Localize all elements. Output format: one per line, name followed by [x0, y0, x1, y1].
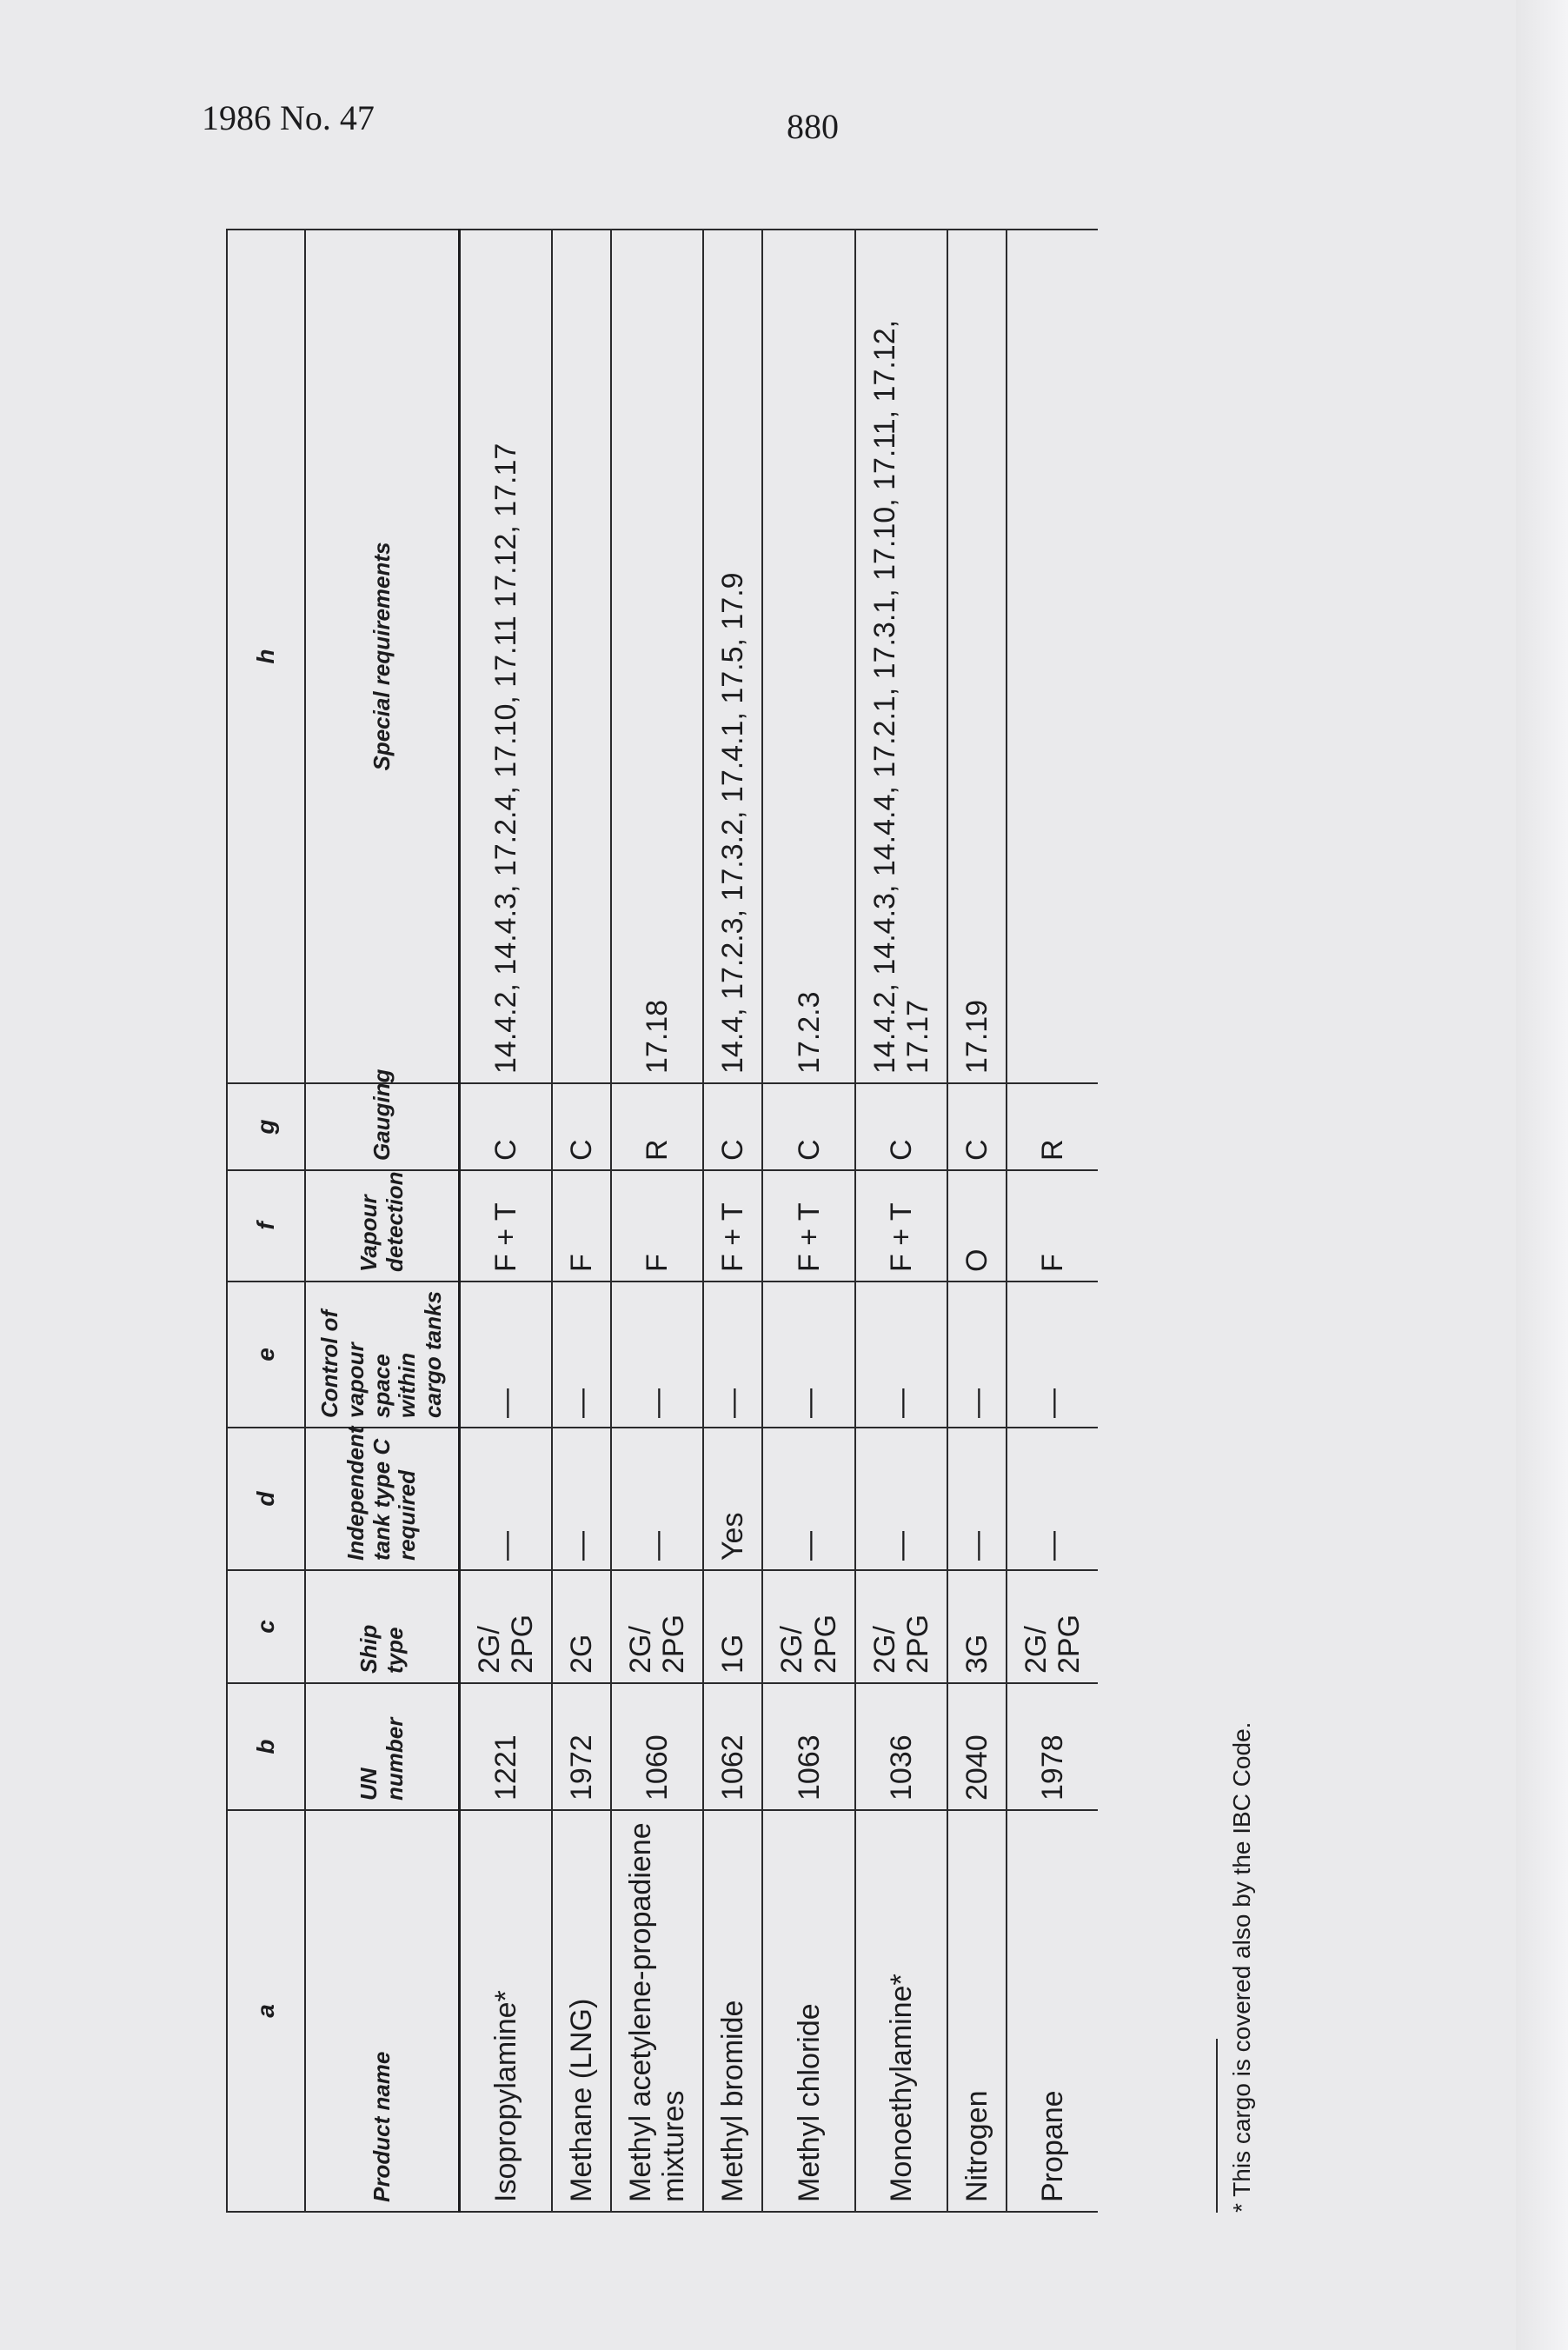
cell-gauging: R [1007, 1083, 1098, 1170]
cell-special-requirements: 17.19 [947, 230, 1007, 1083]
cell-tank-type-c: — [460, 1428, 553, 1570]
cell-gauging: C [552, 1083, 611, 1170]
cell-ship-type: 2G/ 2PG [855, 1570, 947, 1683]
cell-special-requirements: 17.18 [611, 230, 703, 1083]
cell-un-number: 2040 [947, 1683, 1007, 1810]
cell-product: Methyl chloride [762, 1810, 854, 2212]
cell-gauging: R [611, 1083, 703, 1170]
cell-un-number: 1036 [855, 1683, 947, 1810]
cell-vapour-control: — [1007, 1282, 1098, 1428]
cell-special-requirements [552, 230, 611, 1083]
cell-product: Nitrogen [947, 1810, 1007, 2212]
cell-gauging: C [460, 1083, 553, 1170]
cell-vapour-detection: F [1007, 1170, 1098, 1282]
cell-product: Isopropylamine* [460, 1810, 553, 2212]
page-number: 880 [787, 107, 839, 146]
page-edge-shadow [1516, 0, 1568, 2350]
cell-vapour-control: — [703, 1282, 762, 1428]
rotated-table-region [169, 222, 1286, 2213]
cell-product: Propane [1007, 1810, 1098, 2212]
col-letter-f: f [227, 1170, 305, 1282]
cell-gauging: C [855, 1083, 947, 1170]
cell-special-requirements: 17.2.3 [762, 230, 854, 1083]
col-letter-e: e [227, 1282, 305, 1428]
table-row [611, 230, 703, 2212]
cell-ship-type: 2G/ 2PG [460, 1570, 553, 1683]
cell-tank-type-c: Yes [703, 1428, 762, 1570]
header-product-name: Product name [305, 1810, 460, 2212]
col-letter-g: g [227, 1083, 305, 1170]
cell-un-number: 1972 [552, 1683, 611, 1810]
cell-tank-type-c: — [611, 1428, 703, 1570]
cell-special-requirements: 14.4.2, 14.4.3, 14.4.4, 17.2.1, 17.3.1, 17.10, 17.11, 17.12, 17.17 [855, 230, 947, 1083]
cell-gauging: C [947, 1083, 1007, 1170]
cargo-requirements-table [226, 229, 1098, 2213]
header-ship-type: Ship type [305, 1570, 460, 1683]
cell-un-number: 1060 [611, 1683, 703, 1810]
cell-ship-type: 2G/ 2PG [762, 1570, 854, 1683]
cell-product: Methane (LNG) [552, 1810, 611, 2212]
cell-ship-type: 2G/ 2PG [1007, 1570, 1098, 1683]
column-letter-row [227, 230, 305, 2212]
col-letter-c: c [227, 1570, 305, 1683]
table-row [855, 230, 947, 2212]
cell-product: Methyl bromide [703, 1810, 762, 2212]
cell-product: Methyl acetylene-propadiene mixtures [611, 1810, 703, 2212]
header-un-number: UN number [305, 1683, 460, 1810]
table-row [552, 230, 611, 2212]
cell-vapour-detection: F + T [762, 1170, 854, 1282]
cell-ship-type: 1G [703, 1570, 762, 1683]
cell-vapour-detection: F + T [703, 1170, 762, 1282]
cell-special-requirements: 14.4.2, 14.4.3, 17.2.4, 17.10, 17.11 17.12, 17.17 [460, 230, 553, 1083]
table-row [460, 230, 553, 2212]
cell-un-number: 1063 [762, 1683, 854, 1810]
cell-tank-type-c: — [1007, 1428, 1098, 1570]
cell-vapour-detection: F [611, 1170, 703, 1282]
table-row [762, 230, 854, 2212]
cell-gauging: C [703, 1083, 762, 1170]
table-row [1007, 230, 1098, 2212]
cell-vapour-control: — [855, 1282, 947, 1428]
cell-vapour-detection: F + T [855, 1170, 947, 1282]
column-header-row [305, 230, 460, 2212]
cell-vapour-control: — [611, 1282, 703, 1428]
col-letter-d: d [227, 1428, 305, 1570]
table-row [947, 230, 1007, 2212]
cell-special-requirements [1007, 230, 1098, 1083]
header-gauging: Gauging [305, 1083, 460, 1170]
cell-ship-type: 2G/ 2PG [611, 1570, 703, 1683]
col-letter-b: b [227, 1683, 305, 1810]
cell-vapour-control: — [460, 1282, 553, 1428]
header-vapour-control: Control of vapour space within cargo tanks [305, 1282, 460, 1428]
cell-ship-type: 2G [552, 1570, 611, 1683]
footnote: * This cargo is covered also by the IBC Code. [1228, 1721, 1255, 2213]
document-reference: 1986 No. 47 [202, 98, 375, 137]
footnote-area [1213, 909, 1282, 2213]
header-special-requirements: Special requirements [305, 230, 460, 1083]
cell-tank-type-c: — [855, 1428, 947, 1570]
cell-vapour-control: — [762, 1282, 854, 1428]
cell-gauging: C [762, 1083, 854, 1170]
cell-tank-type-c: — [552, 1428, 611, 1570]
header-vapour-detection: Vapour detection [305, 1170, 460, 1282]
table-row [703, 230, 762, 2212]
header-tank-type-c: Independent tank type C required [305, 1428, 460, 1570]
cell-vapour-detection: F + T [460, 1170, 553, 1282]
col-letter-h: h [227, 230, 305, 1083]
cell-vapour-detection: O [947, 1170, 1007, 1282]
footnote-rule [1216, 2039, 1218, 2213]
cell-vapour-control: — [552, 1282, 611, 1428]
cell-un-number: 1978 [1007, 1683, 1098, 1810]
cell-un-number: 1221 [460, 1683, 553, 1810]
cell-special-requirements: 14.4, 17.2.3, 17.3.2, 17.4.1, 17.5, 17.9 [703, 230, 762, 1083]
cell-vapour-control: — [947, 1282, 1007, 1428]
cell-ship-type: 3G [947, 1570, 1007, 1683]
cell-vapour-detection: F [552, 1170, 611, 1282]
cell-tank-type-c: — [762, 1428, 854, 1570]
cell-tank-type-c: — [947, 1428, 1007, 1570]
cell-un-number: 1062 [703, 1683, 762, 1810]
cell-product: Monoethylamine* [855, 1810, 947, 2212]
col-letter-a: a [227, 1810, 305, 2212]
